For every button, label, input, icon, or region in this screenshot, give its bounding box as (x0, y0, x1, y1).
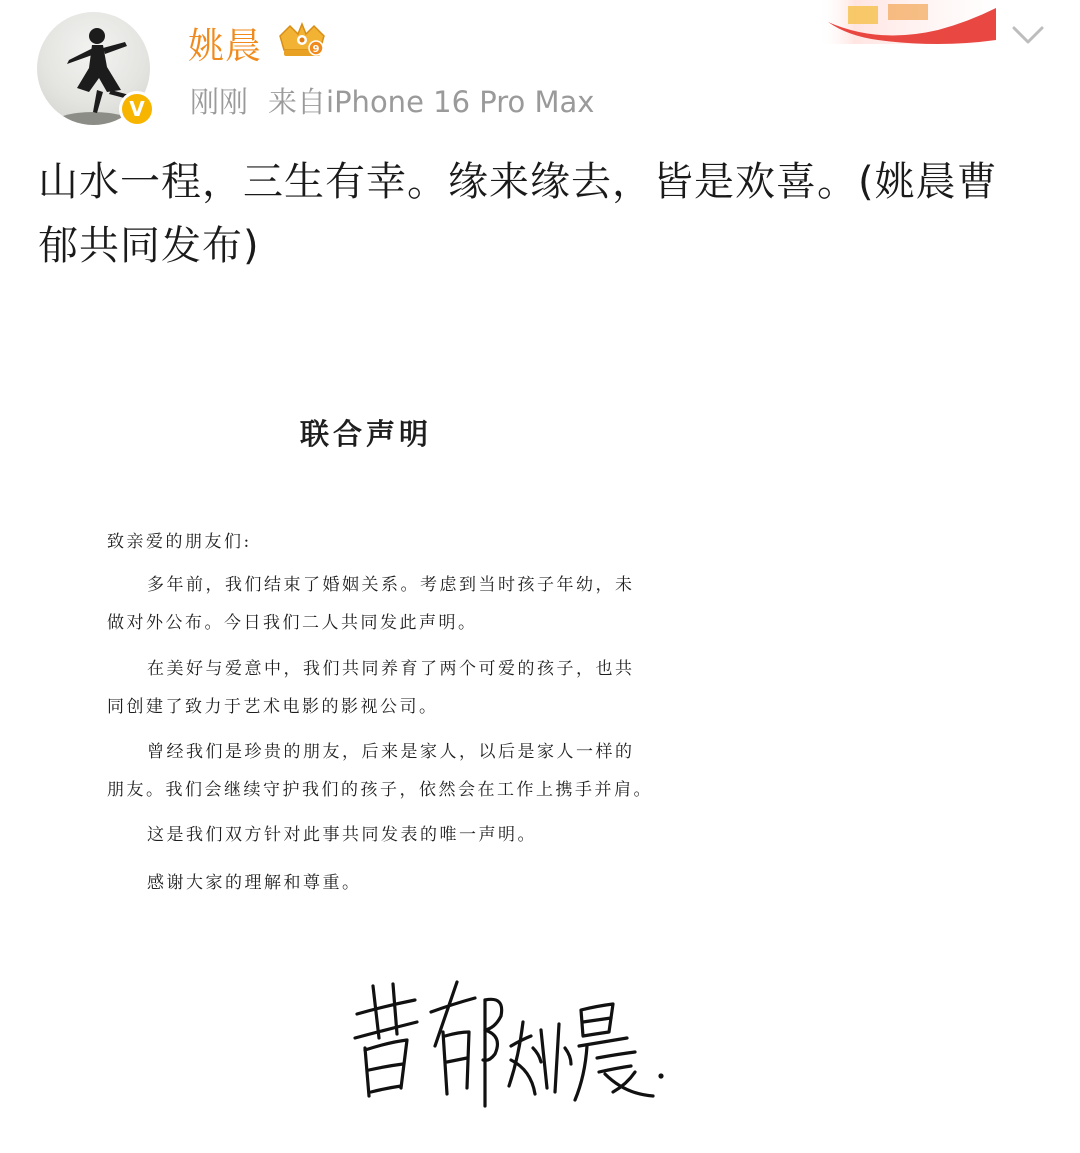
post-timestamp: 刚刚 (190, 85, 249, 119)
post-text-line: 山水一程，三生有幸。缘来缘去，皆是欢喜。(姚晨曹 (38, 159, 998, 205)
post-text-line: 郁共同发布) (38, 223, 260, 269)
username[interactable]: 姚晨 (188, 26, 263, 67)
statement-line: 在美好与爱意中，我们共同养育了两个可爱的孩子，也共 (147, 659, 635, 679)
statement-title: 联合声明 (300, 417, 433, 451)
statement-line: 朋友。我们会继续守护我们的孩子，依然会在工作上携手并肩。 (107, 780, 653, 800)
statement-line: 感谢大家的理解和尊重。 (147, 873, 362, 893)
verified-badge-icon: V (119, 91, 155, 127)
crown-level-icon[interactable] (276, 20, 328, 62)
chevron-down-icon[interactable] (1010, 20, 1046, 50)
statement-line: 这是我们双方针对此事共同发表的唯一声明。 (147, 825, 537, 845)
post-text (38, 150, 1048, 278)
statement-image[interactable] (0, 296, 1080, 1153)
svg-text:9: 9 (312, 44, 320, 55)
statement-greeting: 致亲爱的朋友们: (107, 532, 252, 552)
decorative-banner (818, 0, 1000, 44)
statement-line: 同创建了致力于艺术电影的影视公司。 (107, 697, 439, 717)
avatar[interactable] (37, 12, 150, 125)
handwritten-signature (335, 976, 675, 1116)
statement-line: 做对外公布。今日我们二人共同发此声明。 (107, 613, 478, 633)
post-meta (190, 80, 594, 121)
statement-line: 曾经我们是珍贵的朋友，后来是家人，以后是家人一样的 (147, 742, 635, 762)
statement-line: 多年前，我们结束了婚姻关系。考虑到当时孩子年幼，未 (147, 575, 635, 595)
post-source: 来自iPhone 16 Pro Max (268, 85, 595, 119)
